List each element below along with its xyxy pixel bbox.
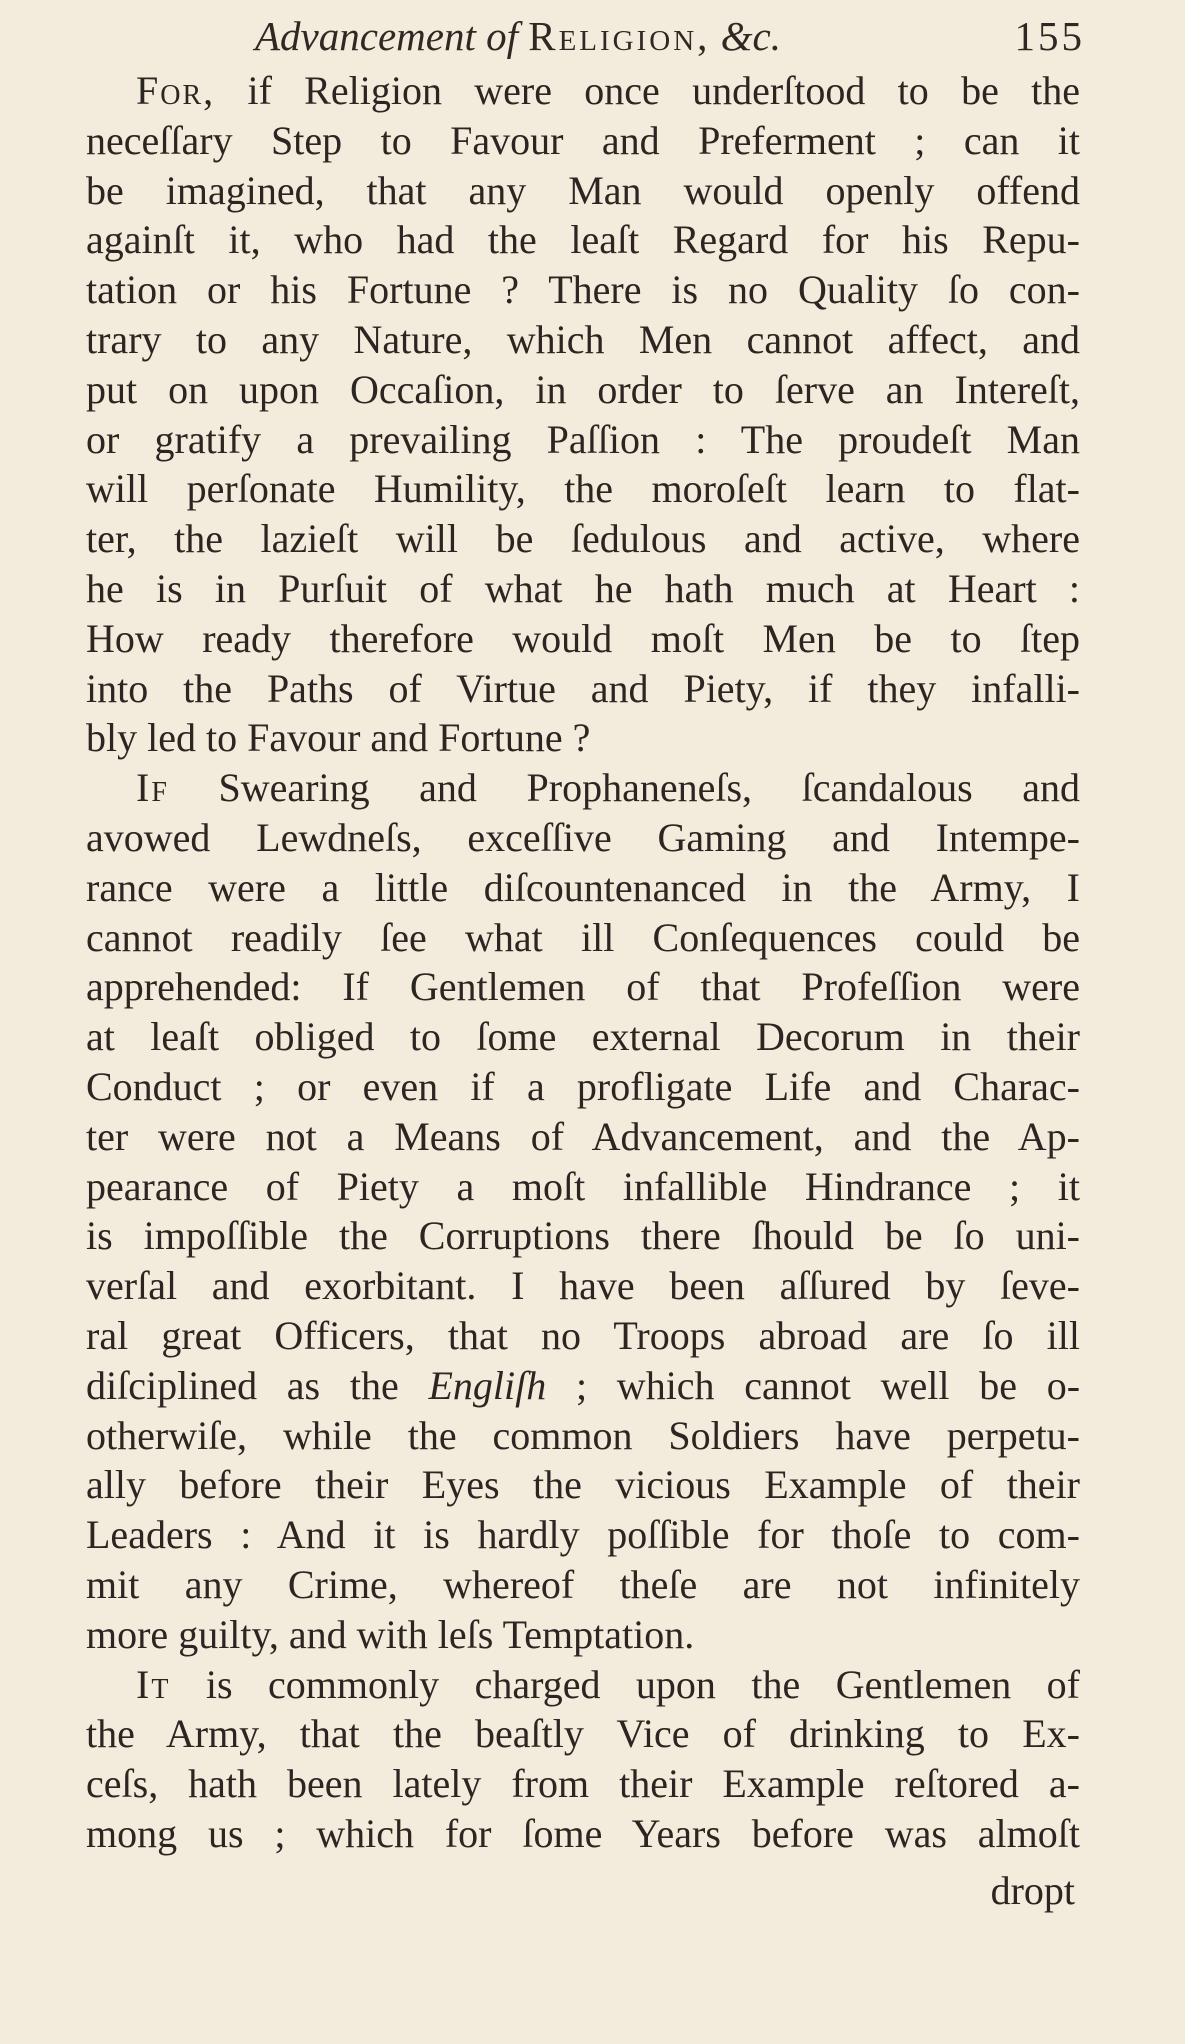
text-line: ter, the lazieſt will be ſedulous and active, where — [86, 516, 1080, 562]
text-line: If Swearing and Prophaneneſs, ſcandalous and — [136, 765, 1080, 811]
text-line: be imagined, that any Man would openly offend — [86, 167, 1080, 213]
text-line: pearance of Piety a moſt infallible Hindrance ; it — [86, 1163, 1080, 1209]
text-line: bly led to Favour and Fortune ? — [86, 715, 591, 761]
text-line: Conduct ; or even if a profligate Life and Charac- — [86, 1063, 1080, 1109]
paragraph-lead: It — [136, 1661, 171, 1707]
text-line: trary to any Nature, which Men cannot affect, and — [86, 316, 1080, 362]
running-head-italic: Advancement of — [255, 13, 518, 59]
text-line: ceſs, hath been lately from their Example reſtored a- — [86, 1761, 1080, 1807]
running-head — [255, 4, 1085, 68]
text-line: How ready therefore would moſt Men be to ſtep — [86, 615, 1080, 661]
text-line: he is in Purſuit of what he hath much at Heart : — [86, 565, 1080, 611]
text-line: apprehended: If Gentlemen of that Profeſſion were — [86, 964, 1080, 1010]
paragraph-3 — [86, 1660, 1080, 1859]
text-line: It is commonly charged upon the Gentlemen of — [136, 1661, 1081, 1707]
running-head-suffix: &c. — [720, 13, 781, 59]
paragraph-2 — [86, 763, 1080, 1659]
text-line: will perſonate Humility, the moroſeſt learn to flat- — [86, 466, 1080, 512]
text-line: Leaders : And it is hardly poſſible for thoſe to com- — [86, 1512, 1080, 1558]
catchword: dropt — [990, 1868, 1075, 1913]
text-line: mit any Crime, whereof theſe are not infinitely — [86, 1561, 1080, 1607]
text-line: mong us ; which for ſome Years before was almoſt — [86, 1810, 1080, 1856]
paragraph-1 — [86, 66, 1080, 763]
text-line: at leaſt obliged to ſome external Decorum in their — [86, 1014, 1080, 1060]
text-line: rance were a little diſcountenanced in the Army, I — [86, 864, 1080, 910]
text-line: avowed Lewdneſs, exceſſive Gaming and Intempe- — [86, 814, 1080, 860]
running-head-caps: Religion, — [528, 13, 711, 59]
text-line: more guilty, and with leſs Temptation. — [86, 1611, 695, 1657]
italic-word: Engliſh — [428, 1362, 547, 1408]
text-line: verſal and exorbitant. I have been aſſured by ſeve- — [86, 1263, 1080, 1309]
text-line: put on upon Occaſion, in order to ſerve an Intereſt, — [86, 366, 1080, 412]
text-line: or gratify a prevailing Paſſion : The proudeſt Man — [86, 416, 1080, 462]
body-text — [86, 66, 1080, 1859]
text-line: cannot readily ſee what ill Conſequences could be — [86, 914, 1080, 960]
text-line: ter were not a Means of Advancement, and the Ap- — [86, 1113, 1080, 1159]
paragraph-lead: For, — [136, 68, 216, 113]
text-line: ral great Officers, that no Troops abroad are ſo ill — [86, 1312, 1080, 1358]
text-line: is impoſſible the Corruptions there ſhould be ſo uni- — [86, 1213, 1080, 1259]
text-line: otherwiſe, while the common Soldiers have perpetu- — [86, 1412, 1080, 1458]
text-line: For, if Religion were once underſtood to be the — [136, 68, 1080, 113]
text-line: neceſſary Step to Favour and Preferment ; can it — [86, 117, 1080, 163]
text-line: againſt it, who had the leaſt Regard for his Repu- — [86, 217, 1080, 263]
text-line: ally before their Eyes the vicious Example of their — [86, 1462, 1080, 1508]
text-line: tation or his Fortune ? There is no Quality ſo con- — [86, 267, 1080, 313]
page-number: 155 — [1014, 13, 1085, 59]
text-line: into the Paths of Virtue and Piety, if they infalli- — [86, 665, 1080, 711]
text-line: diſciplined as the Engliſh ; which cannot well be o- — [86, 1362, 1081, 1408]
text-line: the Army, that the beaſtly Vice of drinking to Ex- — [86, 1711, 1080, 1757]
paragraph-lead: If — [136, 765, 169, 811]
